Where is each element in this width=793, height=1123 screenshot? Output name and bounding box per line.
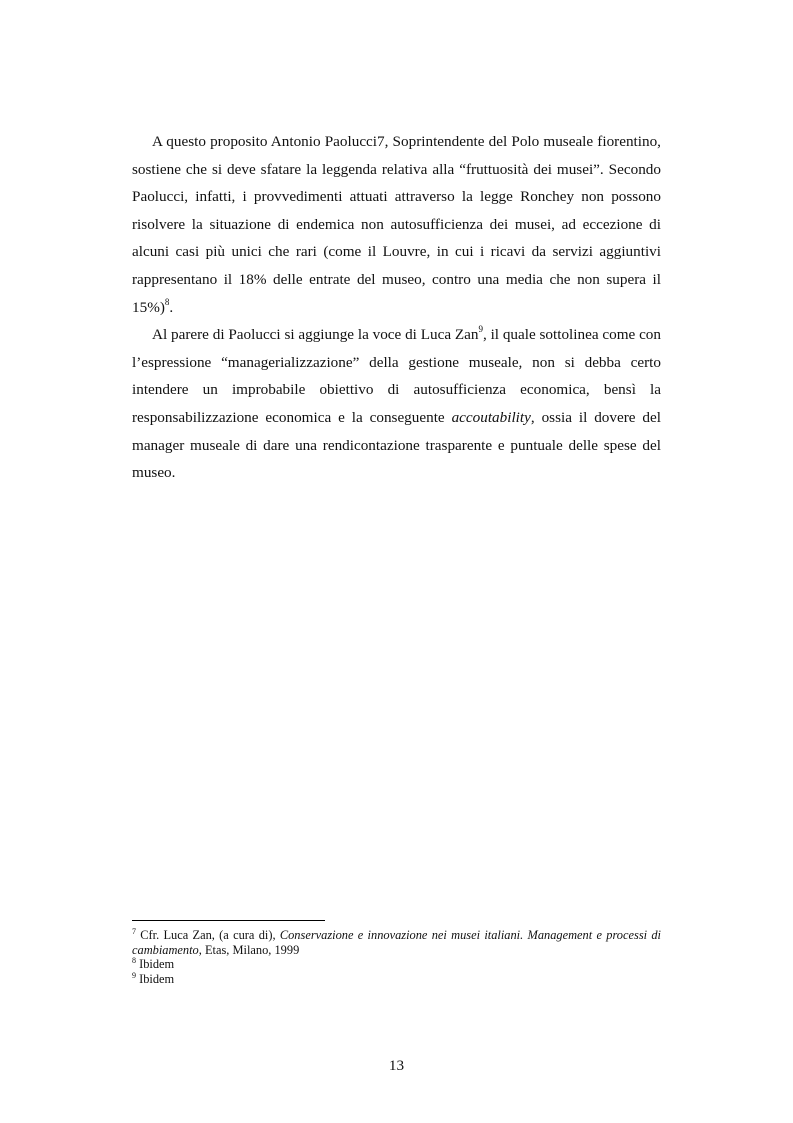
paragraph-2	[132, 321, 661, 487]
footnote-7	[132, 928, 661, 957]
footnote-text: Ibidem	[136, 971, 175, 986]
body-text	[132, 128, 661, 487]
footnote-text: , Etas, Milano, 1999	[198, 942, 300, 957]
footnote-number: 7	[132, 927, 136, 936]
footnote-8	[132, 957, 661, 972]
footnote-number: 9	[132, 970, 136, 980]
paragraph-1-text-b: , Soprintendente del Polo museale fiorentino, sostiene che si deve sfatare la leggenda relativa alla “fruttuosità dei musei”. Secondo Paolucci, infatti, i provvedimenti attuati attraverso la legge Ronchey non possono risolvere la situazione di endemica non autosufficienza dei musei, ad eccezione di alcuni casi più unici che rari (come il Louvre, in cui i ricavi da servizi aggiuntivi rappresentano il 18% delle entrate del museo, contro una media che non supera il 15%)	[132, 133, 661, 316]
footnote-9	[132, 972, 661, 987]
paragraph-2-text-a: Al parere di Paolucci si aggiunge la voce di Luca Zan	[152, 326, 479, 344]
footnote-italic-title: Conservazione e innovazione nei musei italiani. Management e processi di cambiamento	[132, 928, 662, 957]
footnote-ref-7: 7	[377, 133, 385, 150]
paragraph-2-italic-term: accoutability	[451, 408, 531, 426]
footnote-ref-8: 8	[164, 296, 170, 307]
footnote-separator	[132, 920, 325, 921]
footnote-text: Cfr. Luca Zan, (a cura di),	[136, 928, 280, 942]
paragraph-2-text-b: , il quale sottolinea come con l’espressione “managerializzazione” della gestione museale, non si debba certo intendere un improbabile obiettivo di autosufficienza economica, bensì la responsabilizzazione economica e la conseguente	[132, 326, 661, 426]
paragraph-1	[132, 128, 661, 321]
paragraph-1-text-c: .	[169, 298, 174, 316]
page-number: 13	[388, 1057, 405, 1074]
footnotes	[132, 928, 661, 986]
paragraph-1-text-a: A questo proposito Antonio Paolucci	[152, 133, 378, 150]
footnote-ref-9: 9	[478, 324, 483, 335]
footnote-text: Ibidem	[136, 957, 175, 972]
paragraph-2-text-c: , ossia il dovere del manager museale di dare una rendicontazione trasparente e puntuale delle spese del museo.	[132, 408, 661, 482]
footnote-number: 8	[132, 956, 136, 966]
